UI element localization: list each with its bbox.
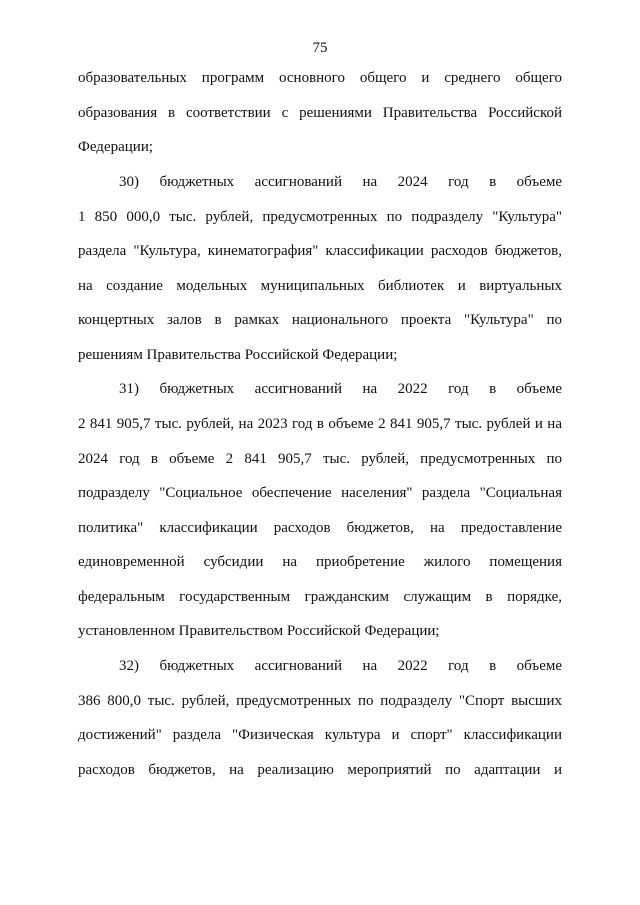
text-line: подразделу "Социальное обеспечение населения" раздела "Социальная: [78, 485, 562, 501]
text-line: 32) бюджетных ассигнований на 2022 год в объеме: [119, 658, 562, 674]
text-line: на создание модельных муниципальных библиотек и виртуальных: [78, 278, 562, 294]
text-line: образования в соответствии с решениями Правительства Российской: [78, 105, 562, 121]
text-line: 31) бюджетных ассигнований на 2022 год в объеме: [119, 381, 562, 397]
text-line: расходов бюджетов, на реализацию мероприятий по адаптации и: [78, 762, 562, 778]
text-line: федеральным государственным гражданским служащим в порядке,: [78, 589, 562, 605]
text-line: Федерации;: [78, 139, 154, 155]
page-number: 75: [312, 40, 328, 56]
text-line: 2024 год в объеме 2 841 905,7 тыс. рублей, предусмотренных по: [78, 451, 562, 467]
text-line: политика" классификации расходов бюджетов, на предоставление: [78, 520, 562, 536]
text-line: установленном Правительством Российской Федерации;: [78, 623, 440, 639]
text-line: единовременной субсидии на приобретение жилого помещения: [78, 554, 562, 570]
text-line: раздела "Культура, кинематография" классификации расходов бюджетов,: [78, 243, 562, 259]
text-line: 1 850 000,0 тыс. рублей, предусмотренных по подразделу "Культура": [78, 209, 562, 225]
text-line: решениям Правительства Российской Федерации;: [78, 347, 398, 363]
text-line: достижений" раздела "Физическая культура и спорт" классификации: [78, 727, 562, 743]
text-line: концертных залов в рамках национального проекта "Культура" по: [78, 312, 562, 328]
text-line: 30) бюджетных ассигнований на 2024 год в объеме: [119, 174, 562, 190]
text-line: 386 800,0 тыс. рублей, предусмотренных по подразделу "Спорт высших: [78, 693, 562, 709]
text-line: образовательных программ основного общего и среднего общего: [78, 70, 562, 86]
text-line: 2 841 905,7 тыс. рублей, на 2023 год в объеме 2 841 905,7 тыс. рублей и на: [78, 416, 562, 432]
